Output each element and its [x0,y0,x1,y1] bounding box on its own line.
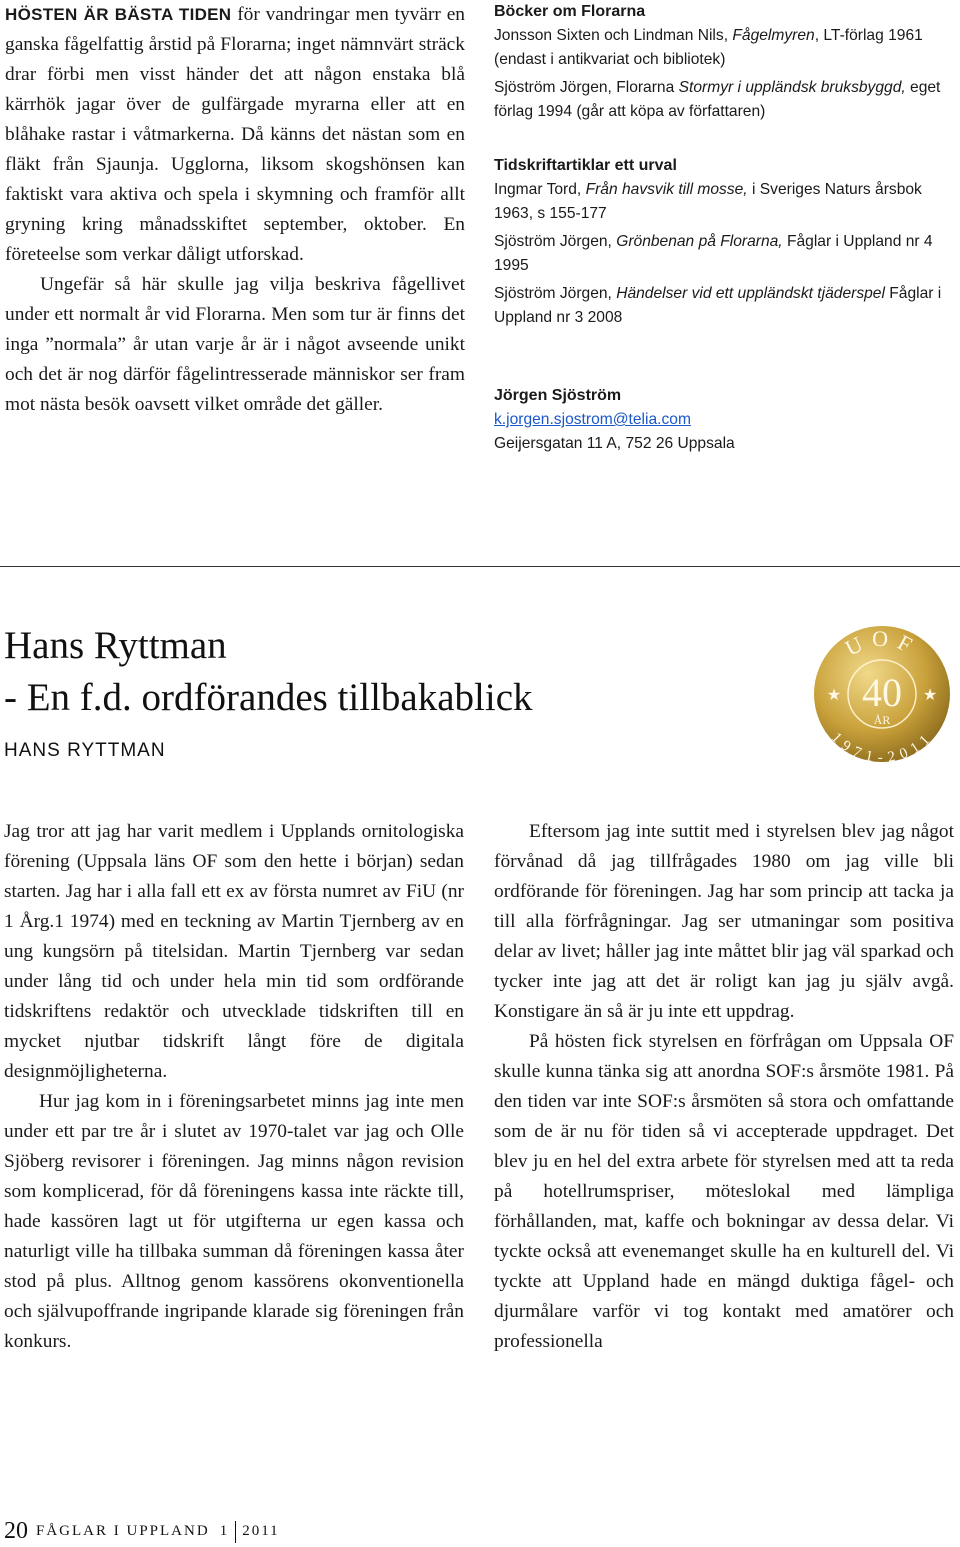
badge-number: 40 [862,670,902,715]
article-title: Från havsvik till mosse, [585,181,748,198]
book-details: eget förlag 1994 (går att köpa av författaren) [494,79,941,120]
book-title: Fågelmyren [732,27,815,44]
article-reference [494,178,954,226]
book-author: Jonsson Sixten och Lindman Nils, [494,27,733,44]
page-number: 20 [4,1518,28,1544]
references-sidebar [494,0,954,456]
issue-number: 1 [219,1523,230,1539]
book-reference [494,76,954,124]
article-details: Fåglar i Uppland nr 3 2008 [494,285,942,326]
article-column-right [494,817,954,1357]
article-author: Sjöström Jörgen, [494,233,617,250]
article-column-left [4,817,464,1357]
footer-separator [235,1521,236,1543]
articles-heading: Tidskriftartiklar ett urval [494,157,677,174]
article-details: i Sveriges Naturs årsbok 1963, s 155-177 [494,181,922,222]
anniversary-badge [812,624,952,764]
contact-email-link[interactable]: k.jorgen.sjostrom@telia.com [494,411,691,428]
star-icon: ★ [826,687,842,704]
article-author: Sjöström Jörgen, [494,285,617,302]
contact-name: Jörgen Sjöström [494,387,622,404]
body-paragraph: Jag tror att jag har varit medlem i Upplands ornitologiska förening (Uppsala läns OF som den hette i början) sedan starten. Jag har i alla fall ett ex av första numret av FiU (nr 1 Årg.1 1974) med en teckning av Martin Tjernberg av en ung kungsörn på titelsidan. Martin Tjernberg var sedan under lång tid och under hela min tid som ordförande tidskriftens redaktör och utvecklade tidskriften till en mycket njutbar tidskrift långt före de digitala designmöjligheterna. [4,821,464,1082]
intro-paragraph-text: för vandringar men tyvärr en ganska fågelfattig årstid på Florarna; inget nämnvärt sträck drar förbi men visst händer det att någon enstaka blå kärrhök jagar över de gulfärgade myrarna eller att en blåhake rastar i våtmarkerna. Då känns det nästan som en fläkt från Sjaunja. Ugglorna, liksom skogshönsen kan faktiskt vara aktiva och spela i skymning och framför allt gryning kring månadsskiftet september, oktober. En företeelse som verkar dåligt utforskad. [5,4,465,265]
book-reference [494,24,954,72]
magazine-name: FÅGLAR I UPPLAND [36,1523,210,1539]
badge-top-text: UOF [841,625,924,662]
closing-paragraph: Ungefär så här skulle jag vilja beskriva fågellivet under ett normalt år vid Florarna. Men som tur är finns det inga ”normala” år utan varje år är i något avseende unikt och det är nog därför fågelintresserade människor ser fram mot nästa besök oavsett vilket område det gäller. [5,274,465,415]
badge-unit: ÅR [873,713,891,727]
body-paragraph: På hösten fick styrelsen en förfrågan om Uppsala OF skulle kunna tänka sig att anordna SOF:s årsmöte 1981. På den tiden var inte SOF:s årsmöten så stora och omfattande som de är nu för tiden så vi accepterade uppdraget. Det blev ju en hel del extra arbete för styrelsen med att ta reda på hotellrumspriser, möteslokal med lämpliga förhållanden, mat, kaffe och bokningar av dessa delar. Vi tyckte också att evenemanget skulle ha en kulturell del. Vi tyckte att Uppland hade en mängd duktiga fågel- och djurmålare varför vi tog kontakt med amatörer och professionella [494,1031,954,1352]
article-title [4,620,764,724]
intro-paragraph [5,0,465,270]
article-details: Fåglar i Uppland nr 4 1995 [494,233,933,274]
issue-year: 2011 [242,1523,280,1539]
top-left-column [5,0,465,420]
contact-address: Geijersgatan 11 A, 752 26 Uppsala [494,435,735,452]
article-title-line1: Hans Ryttman [4,624,227,667]
badge-years: 1971-2011 [828,729,936,764]
body-paragraph: Eftersom jag inte suttit med i styrelsen blev jag något förvånad då jag tillfrågades 1980 om jag ville bli ordförande för föreningen. Jag har som princip att tacka ja till alla förfrågningar. Jag ser utmaningar som positiva delar av livet; håller jag inte måttet blir jag väl sparkad och tycker inte jag att det är roligt kan jag ju själv avgå. Konstigare än så är ju inte ett uppdrag. [494,821,954,1022]
article-reference [494,230,954,278]
page-footer [4,1518,280,1545]
article-author: Ingmar Tord, [494,181,586,198]
book-title: Stormyr i uppländsk bruksbyggd, [678,79,906,96]
book-details: , LT-förlag 1961 (endast i antikvariat och bibliotek) [494,27,923,68]
author-byline: HANS RYTTMAN [4,740,166,761]
lead-caps: HÖSTEN ÄR BÄSTA TIDEN [5,5,232,24]
section-divider [0,566,960,567]
book-author: Sjöström Jörgen, Florarna [494,79,679,96]
article-title: Grönbenan på Florarna, [616,233,783,250]
body-paragraph: Hur jag kom in i föreningsarbetet minns jag inte men under ett par tre år i slutet av 1970-talet var jag och Olle Sjöberg revisorer i föreningen. Jag minns någon revision som komplicerad, för då föreningens kassa inte räckte till, hade kassören lagt ut för utgifterna ur egen kassa och naturligt ville ha tillbaka summan då föreningen kassa åter stod på plus. Alltnog genom kassörens okonventionella och självupoffrande ingripande klarade sig föreningen från konkurs. [4,1091,464,1352]
books-heading: Böcker om Florarna [494,3,646,20]
article-title-line2: - En f.d. ordförandes tillbakablick [4,676,533,719]
star-icon: ★ [922,687,938,704]
article-reference [494,282,954,330]
article-title: Händelser vid ett uppländskt tjäderspel [616,285,885,302]
